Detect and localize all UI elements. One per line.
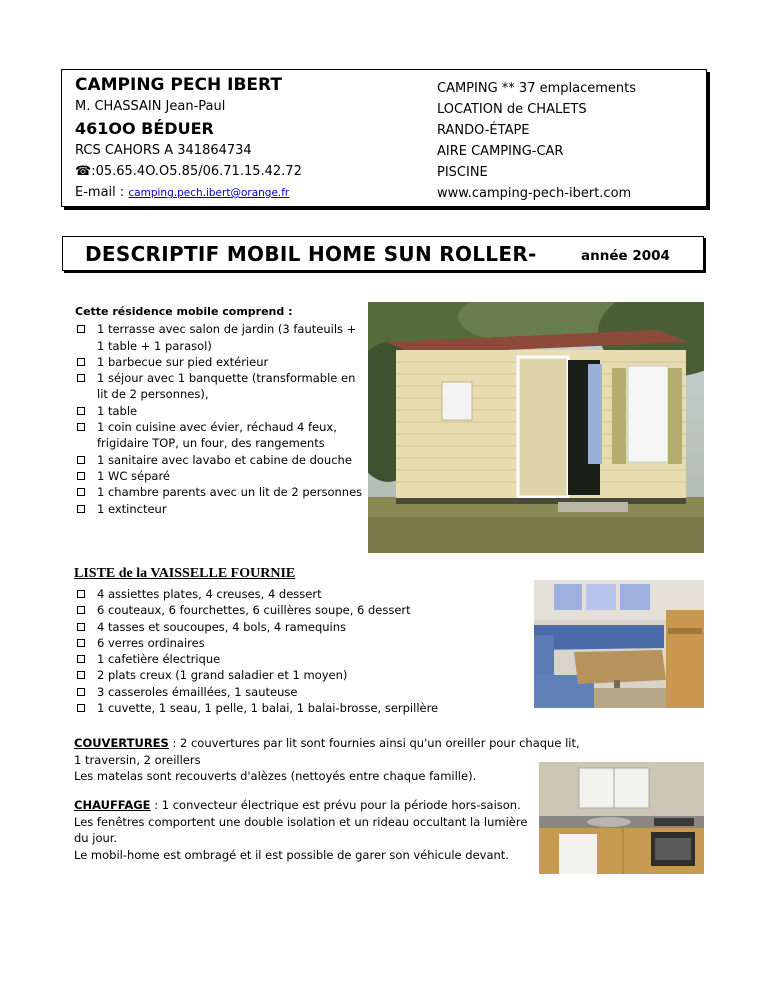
couvertures-label: COUVERTURES [74, 736, 169, 750]
chauffage-line-1: CHAUFFAGE : 1 convecteur électrique est prévu pour la période hors-saison. Les fenêtres comportent une double isolation et un rideau occultant la lumière du jour. [74, 798, 528, 845]
header-right [437, 78, 707, 204]
title-year: année 2004 [581, 248, 670, 264]
list-item: 4 tasses et soucoupes, 4 bols, 4 ramequins [75, 619, 515, 635]
checkbox-bullet-icon [77, 488, 85, 496]
checkbox-bullet-icon [77, 623, 85, 631]
list-item: 1 cafetière électrique [75, 651, 515, 667]
chauffage-label: CHAUFFAGE [74, 798, 151, 812]
couvertures-line-3: Les matelas sont recouverts d'alèzes (nettoyés entre chaque famille). [74, 769, 477, 783]
interior-living-photo [534, 580, 704, 708]
list-item: 1 séjour avec 1 banquette (transformable en lit de 2 personnes), [75, 370, 365, 403]
intro-section [75, 304, 365, 517]
vaisselle-section [75, 586, 515, 716]
couvertures-line-1: COUVERTURES : 2 couvertures par lit sont fournies ainsi qu'un oreiller pour chaque lit, [74, 736, 580, 750]
chauffage-section [74, 797, 534, 863]
checkbox-bullet-icon [77, 505, 85, 513]
checkbox-bullet-icon [77, 704, 85, 712]
list-item: 6 couteaux, 6 fourchettes, 6 cuillères soupe, 6 dessert [75, 602, 515, 618]
header-left [75, 74, 405, 204]
email-label: E-mail : [75, 185, 129, 200]
kitchen-photo [539, 762, 704, 874]
list-item: 1 table [75, 403, 365, 419]
checkbox-bullet-icon [77, 688, 85, 696]
list-item: 1 barbecue sur pied extérieur [75, 354, 365, 370]
list-item: 1 coin cuisine avec évier, réchaud 4 feux, frigidaire TOP, un four, des rangements [75, 419, 365, 452]
rcs-number: RCS CAHORS A 341864734 [75, 143, 252, 158]
list-item: 1 sanitaire avec lavabo et cabine de douche [75, 452, 365, 468]
owner-name: M. CHASSAIN Jean-Paul [75, 99, 226, 114]
couvertures-line-2: 1 traversin, 2 oreillers [74, 752, 201, 767]
website-link[interactable]: www.camping-pech-ibert.com [437, 186, 632, 201]
mobile-home-exterior-photo [368, 302, 704, 553]
checkbox-bullet-icon [77, 639, 85, 647]
phone-icon: ☎ [75, 164, 92, 179]
checkbox-bullet-icon [77, 456, 85, 464]
list-item: 1 terrasse avec salon de jardin (3 fauteuils + 1 table + 1 parasol) [75, 321, 365, 354]
services-line-2: LOCATION de CHALETS [437, 102, 587, 117]
email-line [75, 182, 405, 204]
checkbox-bullet-icon [77, 423, 85, 431]
services-line-5: PISCINE [437, 165, 488, 180]
services-line-3: RANDO-ÉTAPE [437, 123, 530, 138]
checkbox-bullet-icon [77, 671, 85, 679]
page-title: DESCRIPTIF MOBIL HOME SUN ROLLER- [85, 242, 537, 266]
camping-name: CAMPING PECH IBERT [75, 75, 282, 95]
phone-line [75, 161, 405, 182]
intro-list [75, 321, 365, 517]
list-item: 1 extincteur [75, 501, 365, 517]
list-item: 2 plats creux (1 grand saladier et 1 moyen) [75, 667, 515, 683]
chauffage-line-2: Le mobil-home est ombragé et il est possible de garer son véhicule devant. [74, 847, 509, 862]
checkbox-bullet-icon [77, 325, 85, 333]
vaisselle-list [75, 586, 515, 716]
email-link[interactable]: camping.pech.ibert@orange.fr [128, 187, 290, 199]
checkbox-bullet-icon [77, 472, 85, 480]
checkbox-bullet-icon [77, 407, 85, 415]
list-item: 6 verres ordinaires [75, 635, 515, 651]
list-item: 4 assiettes plates, 4 creuses, 4 dessert [75, 586, 515, 602]
services-line-1: CAMPING ** 37 emplacements [437, 81, 637, 96]
list-item: 1 chambre parents avec un lit de 2 personnes [75, 484, 365, 500]
phone-number: :05.65.4O.O5.85/06.71.15.42.72 [91, 164, 302, 179]
vaisselle-heading: LISTE de la VAISSELLE FOURNIE [74, 566, 296, 581]
checkbox-bullet-icon [77, 590, 85, 598]
checkbox-bullet-icon [77, 374, 85, 382]
checkbox-bullet-icon [77, 606, 85, 614]
list-item: 1 WC séparé [75, 468, 365, 484]
intro-heading: Cette résidence mobile comprend : [75, 305, 293, 318]
list-item: 3 casseroles émaillées, 1 sauteuse [75, 684, 515, 700]
list-item: 1 cuvette, 1 seau, 1 pelle, 1 balai, 1 balai-brosse, serpillère [75, 700, 515, 716]
address: 461OO BÉDUER [75, 119, 214, 138]
checkbox-bullet-icon [77, 358, 85, 366]
services-line-4: AIRE CAMPING-CAR [437, 144, 564, 159]
checkbox-bullet-icon [77, 655, 85, 663]
